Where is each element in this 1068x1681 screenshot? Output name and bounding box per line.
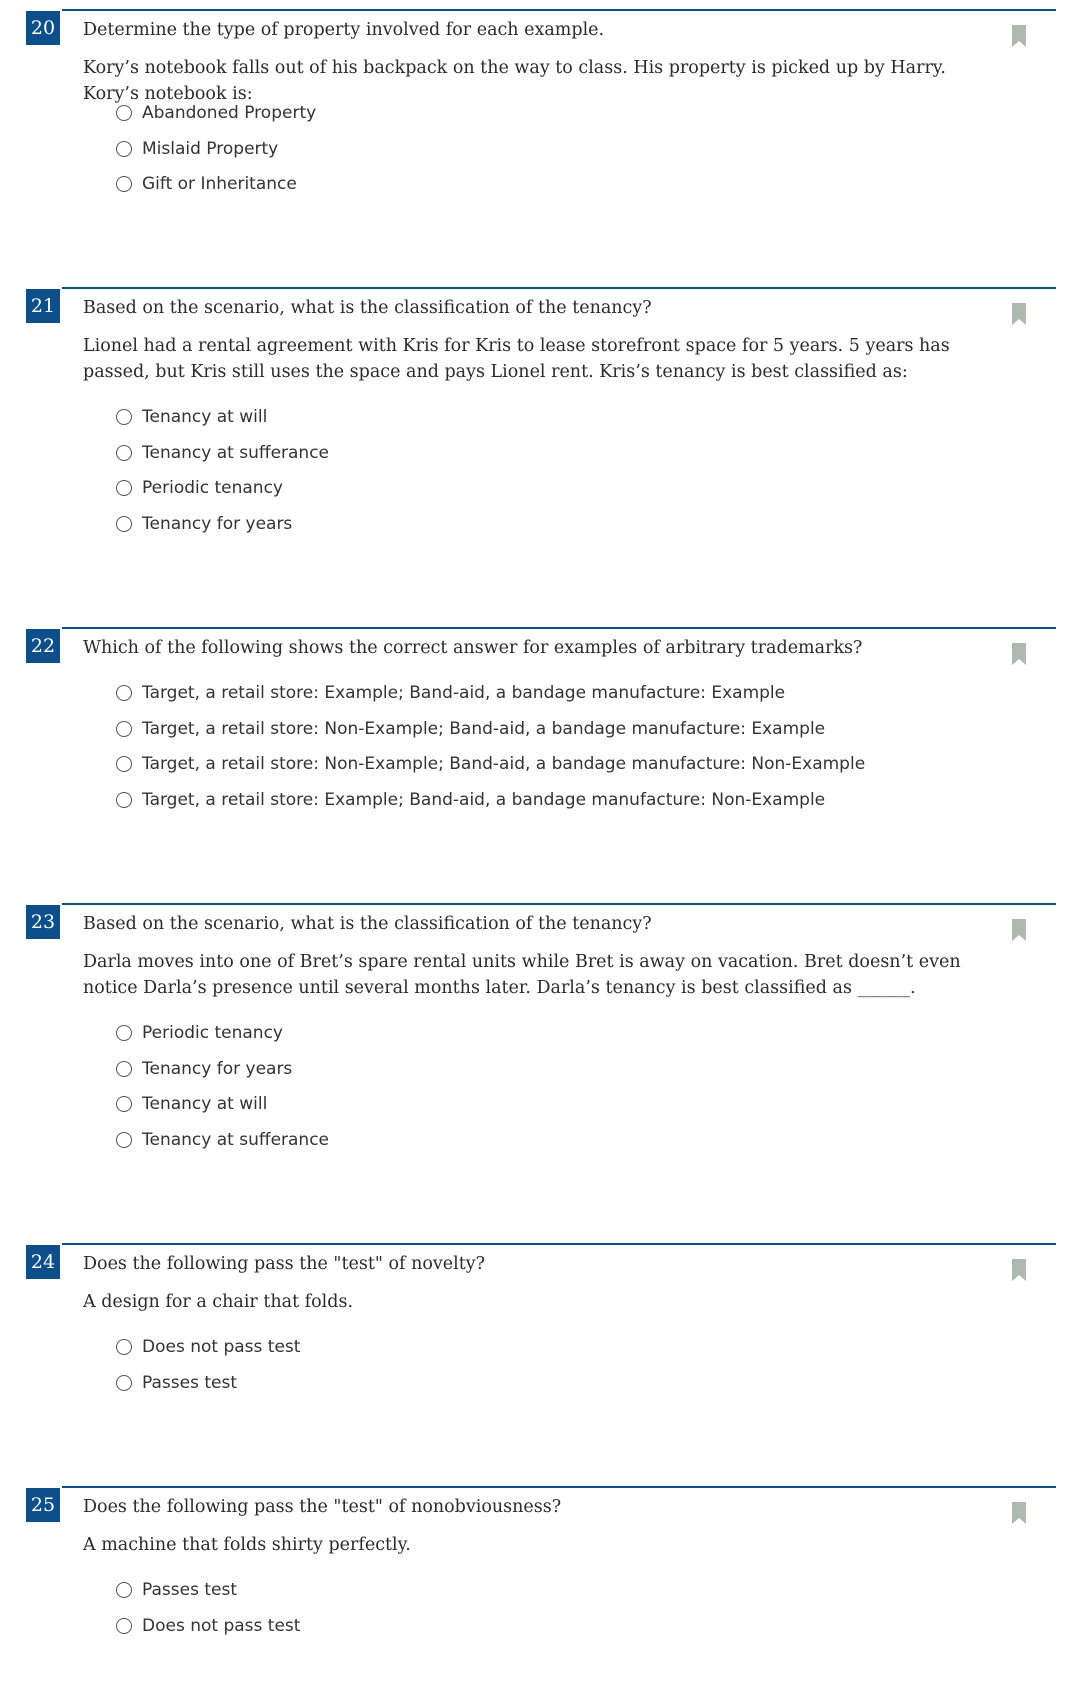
bookmark-icon[interactable] xyxy=(1012,1502,1026,1524)
option-label: Abandoned Property xyxy=(142,103,317,123)
answer-option[interactable] xyxy=(116,403,267,431)
option-label: Target, a retail store: Non-Example; Band-aid, a bandage manufacture: Example xyxy=(142,719,826,739)
question-scenario: Kory’s notebook falls out of his backpack on the way to class. His property is picked up by Harry. Kory’s notebook is: xyxy=(83,58,946,104)
option-label: Tenancy at sufferance xyxy=(142,1130,330,1150)
answer-option[interactable] xyxy=(116,715,825,743)
answer-option[interactable] xyxy=(116,1369,237,1397)
question-divider xyxy=(62,1486,1056,1488)
radio-unchecked-icon[interactable] xyxy=(116,1375,132,1391)
radio-unchecked-icon[interactable] xyxy=(116,516,132,532)
radio-unchecked-icon[interactable] xyxy=(116,409,132,425)
option-label: Gift or Inheritance xyxy=(142,174,297,194)
radio-unchecked-icon[interactable] xyxy=(116,792,132,808)
question-scenario: A design for a chair that folds. xyxy=(83,1292,354,1312)
option-label: Tenancy at sufferance xyxy=(142,443,330,463)
radio-unchecked-icon[interactable] xyxy=(116,1339,132,1355)
answer-option[interactable] xyxy=(116,1576,237,1604)
answer-option[interactable] xyxy=(116,1126,329,1154)
bookmark-icon[interactable] xyxy=(1012,25,1026,47)
question-divider xyxy=(62,9,1056,11)
option-label: Passes test xyxy=(142,1373,237,1393)
radio-unchecked-icon[interactable] xyxy=(116,721,132,737)
answer-option[interactable] xyxy=(116,1055,292,1083)
option-label: Periodic tenancy xyxy=(142,478,283,498)
bookmark-icon[interactable] xyxy=(1012,1259,1026,1281)
question-title: Which of the following shows the correct answer for examples of arbitrary trademarks? xyxy=(83,638,863,658)
question-title: Based on the scenario, what is the classification of the tenancy? xyxy=(83,298,652,318)
option-label: Target, a retail store: Example; Band-aid, a bandage manufacture: Example xyxy=(142,683,786,703)
option-label: Target, a retail store: Non-Example; Band-aid, a bandage manufacture: Non-Example xyxy=(142,754,866,774)
radio-unchecked-icon[interactable] xyxy=(116,1096,132,1112)
answer-option[interactable] xyxy=(116,1612,300,1640)
radio-unchecked-icon[interactable] xyxy=(116,685,132,701)
question-divider xyxy=(62,903,1056,905)
answer-option[interactable] xyxy=(116,170,297,198)
question-scenario: A machine that folds shirty perfectly. xyxy=(83,1535,411,1555)
answer-option[interactable] xyxy=(116,439,329,467)
option-label: Target, a retail store: Example; Band-aid, a bandage manufacture: Non-Example xyxy=(142,790,826,810)
radio-unchecked-icon[interactable] xyxy=(116,1061,132,1077)
answer-option[interactable] xyxy=(116,510,292,538)
option-label: Mislaid Property xyxy=(142,139,279,159)
answer-option[interactable] xyxy=(116,1019,283,1047)
question-number-badge: 25 xyxy=(26,1488,60,1522)
question-title: Based on the scenario, what is the classification of the tenancy? xyxy=(83,914,652,934)
bookmark-icon[interactable] xyxy=(1012,643,1026,665)
answer-option[interactable] xyxy=(116,786,825,814)
answer-option[interactable] xyxy=(116,135,278,163)
option-label: Tenancy for years xyxy=(142,514,293,534)
answer-option[interactable] xyxy=(116,99,316,127)
answer-option[interactable] xyxy=(116,679,785,707)
question-scenario: Darla moves into one of Bret’s spare rental units while Bret is away on vacation. Bret doesn’t even notice Darla’s presence until several months later. Darla’s tenancy is best classified as ______. xyxy=(83,952,961,998)
question-number-badge: 20 xyxy=(26,11,60,45)
question-scenario: Lionel had a rental agreement with Kris for Kris to lease storefront space for 5 years. 5 years has passed, but Kris still uses the space and pays Lionel rent. Kris’s tenancy is best classified as: xyxy=(83,336,950,382)
question-number-badge: 22 xyxy=(26,629,60,663)
radio-unchecked-icon[interactable] xyxy=(116,1582,132,1598)
bookmark-icon[interactable] xyxy=(1012,303,1026,325)
question-title: Determine the type of property involved for each example. xyxy=(83,20,605,40)
radio-unchecked-icon[interactable] xyxy=(116,176,132,192)
radio-unchecked-icon[interactable] xyxy=(116,445,132,461)
radio-unchecked-icon[interactable] xyxy=(116,1132,132,1148)
radio-unchecked-icon[interactable] xyxy=(116,141,132,157)
question-number-badge: 23 xyxy=(26,905,60,939)
answer-option[interactable] xyxy=(116,1333,300,1361)
option-label: Does not pass test xyxy=(142,1337,301,1357)
option-label: Passes test xyxy=(142,1580,237,1600)
radio-unchecked-icon[interactable] xyxy=(116,1025,132,1041)
option-label: Tenancy at will xyxy=(142,407,268,427)
radio-unchecked-icon[interactable] xyxy=(116,1618,132,1634)
question-number-badge: 21 xyxy=(26,289,60,323)
answer-option[interactable] xyxy=(116,474,283,502)
option-label: Tenancy for years xyxy=(142,1059,293,1079)
question-title: Does the following pass the "test" of novelty? xyxy=(83,1254,486,1274)
option-label: Tenancy at will xyxy=(142,1094,268,1114)
answer-option[interactable] xyxy=(116,750,865,778)
question-divider xyxy=(62,1243,1056,1245)
question-divider xyxy=(62,627,1056,629)
radio-unchecked-icon[interactable] xyxy=(116,105,132,121)
option-label: Periodic tenancy xyxy=(142,1023,283,1043)
bookmark-icon[interactable] xyxy=(1012,919,1026,941)
radio-unchecked-icon[interactable] xyxy=(116,480,132,496)
question-divider xyxy=(62,287,1056,289)
radio-unchecked-icon[interactable] xyxy=(116,756,132,772)
option-label: Does not pass test xyxy=(142,1616,301,1636)
question-number-badge: 24 xyxy=(26,1245,60,1279)
question-title: Does the following pass the "test" of nonobviousness? xyxy=(83,1497,562,1517)
answer-option[interactable] xyxy=(116,1090,267,1118)
